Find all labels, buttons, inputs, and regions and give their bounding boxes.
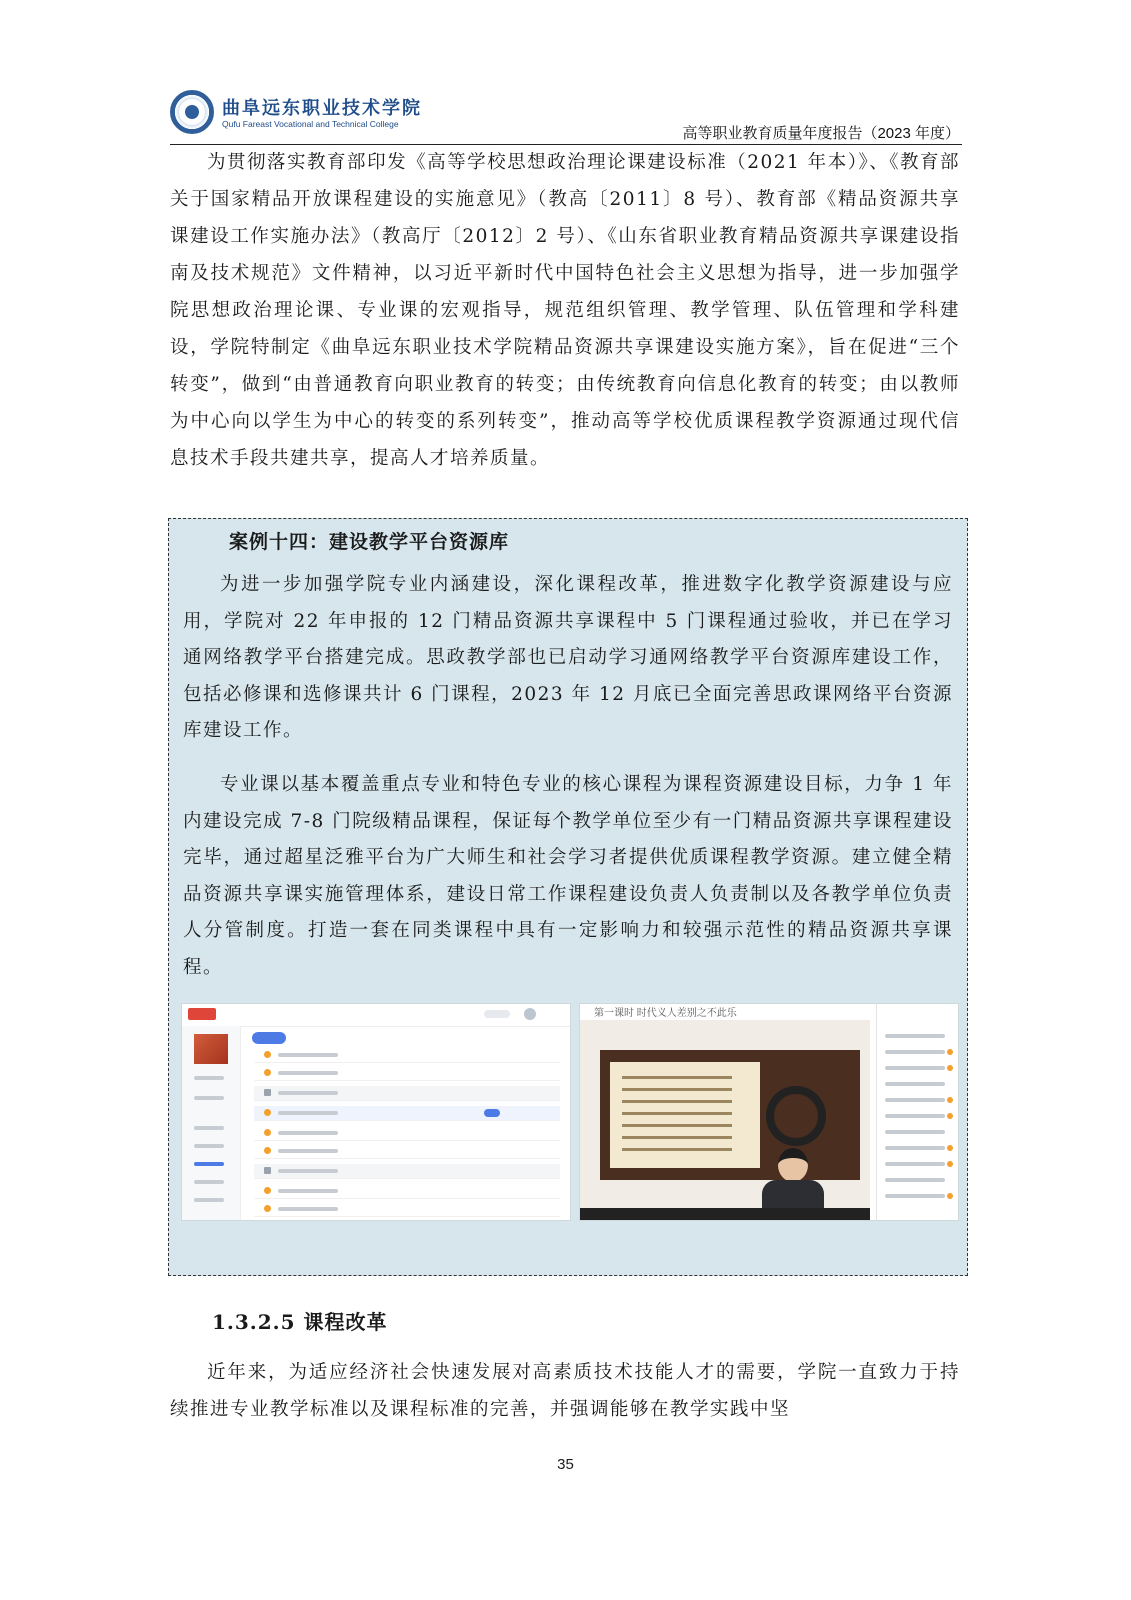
case-paragraph-1: 为进一步加强学院专业内涵建设，深化课程改革，推进数字化教学资源建设与应用，学院对 22 年申报的 12 门精品资源共享课程中 5 门课程通过验收，并已在学习通网络教学平台搭建完成。思政教学部也已启动学习通网络教学平台资源库建设工作，包括必修课和选修课共计 6 门课程，2023 年 12 月底已全面完善思政课网络平台资源库建设工作。 [183, 574, 953, 741]
sidebar-line-icon [194, 1144, 224, 1148]
sidebar-line-icon [194, 1076, 224, 1080]
lesson-title: 第一课时 时代义人差别之不此乐 [594, 1008, 737, 1019]
list-item [254, 1184, 560, 1199]
list-item [254, 1106, 560, 1121]
list-item [254, 1126, 560, 1141]
chapter-list [248, 1030, 560, 1220]
intro-paragraph: 为贯彻落实教育部印发《高等学校思想政治理论课建设标准（2021 年本）》、《教育部关于国家精品开放课程建设的实施意见》（教高〔2011〕8 号）、教育部《精品资源共享课建设工作实施办法》（教高厅〔2012〕2 号）、《山东省职业教育精品资源共享课建设指南及技术规范》文件精神，以习近平新时代中国特色社会主义思想为指导，进一步加强学院思想政治理论课、专业课的宏观指导，规范组织管理、教学管理、队伍管理和学科建设，学院特制定《曲阜远东职业技术学院精品资源共享课建设实施方案》，旨在促进“三个转变”，做到“由普通教育向职业教育的转变；由传统教育向信息化教育的转变；由以教师为中心向以学生为中心的转变的系列转变”，推动高等学校优质课程教学资源通过现代信息技术手段共建共享，提高人才培养质量。 [170, 152, 960, 469]
video-frame [580, 1020, 870, 1220]
platform-logo-icon [188, 1008, 216, 1020]
video-lesson-screenshot [579, 1003, 959, 1221]
list-item [254, 1066, 560, 1081]
college-name-cn: 曲阜远东职业技术学院 [222, 98, 422, 119]
sidebar-line-icon [194, 1096, 224, 1100]
list-item [254, 1086, 560, 1101]
page-header [170, 88, 962, 145]
page-number: 35 [557, 1456, 574, 1473]
section-paragraph: 近年来，为适应经济社会快速发展对高素质技术技能人才的需要，学院一直致力于持续推进专业教学标准以及课程标准的完善，并强调能够在教学实践中坚 [170, 1362, 960, 1420]
platform-sidebar [182, 1026, 241, 1220]
case-box [168, 518, 968, 1276]
sidebar-line-icon [194, 1198, 224, 1202]
ink-circle-icon [766, 1086, 826, 1146]
avatar-icon [524, 1008, 536, 1020]
sidebar-line-icon [194, 1180, 224, 1184]
sidebar-line-active-icon [194, 1162, 224, 1166]
lesson-list [876, 1004, 959, 1220]
platform-pill-icon [484, 1010, 510, 1018]
report-title: 高等职业教育质量年度报告（2023 年度） [682, 125, 960, 142]
edit-button-icon [252, 1032, 286, 1044]
list-item [254, 1144, 560, 1159]
course-platform-screenshot [181, 1003, 571, 1221]
course-cover-icon [194, 1034, 228, 1064]
college-seal-icon [170, 90, 214, 134]
list-item [254, 1164, 560, 1179]
case-paragraph-2: 专业课以基本覆盖重点专业和特色专业的核心课程为课程资源建设目标，力争 1 年内建设完成 7-8 门院级精品课程，保证每个教学单位至少有一门精品资源共享课程建设完毕，通过超星泛雅平台为广大师生和社会学习者提供优质课程教学资源。建立健全精品资源共享课实施管理体系，建设日常工作课程建设负责人负责制以及各教学单位负责人分管制度。打造一套在同类课程中具有一定影响力和较强示范性的精品资源共享课程。 [183, 774, 953, 978]
video-controls [580, 1208, 870, 1220]
college-name-en: Qufu Fareast Vocational and Technical College [222, 119, 399, 129]
list-item [254, 1048, 560, 1063]
case-title: 案例十四：建设教学平台资源库 [229, 531, 510, 553]
sidebar-line-icon [194, 1126, 224, 1130]
list-item [254, 1202, 560, 1217]
section-heading: 1.3.2.5 课程改革 [212, 1310, 388, 1334]
platform-topbar [182, 1004, 570, 1027]
